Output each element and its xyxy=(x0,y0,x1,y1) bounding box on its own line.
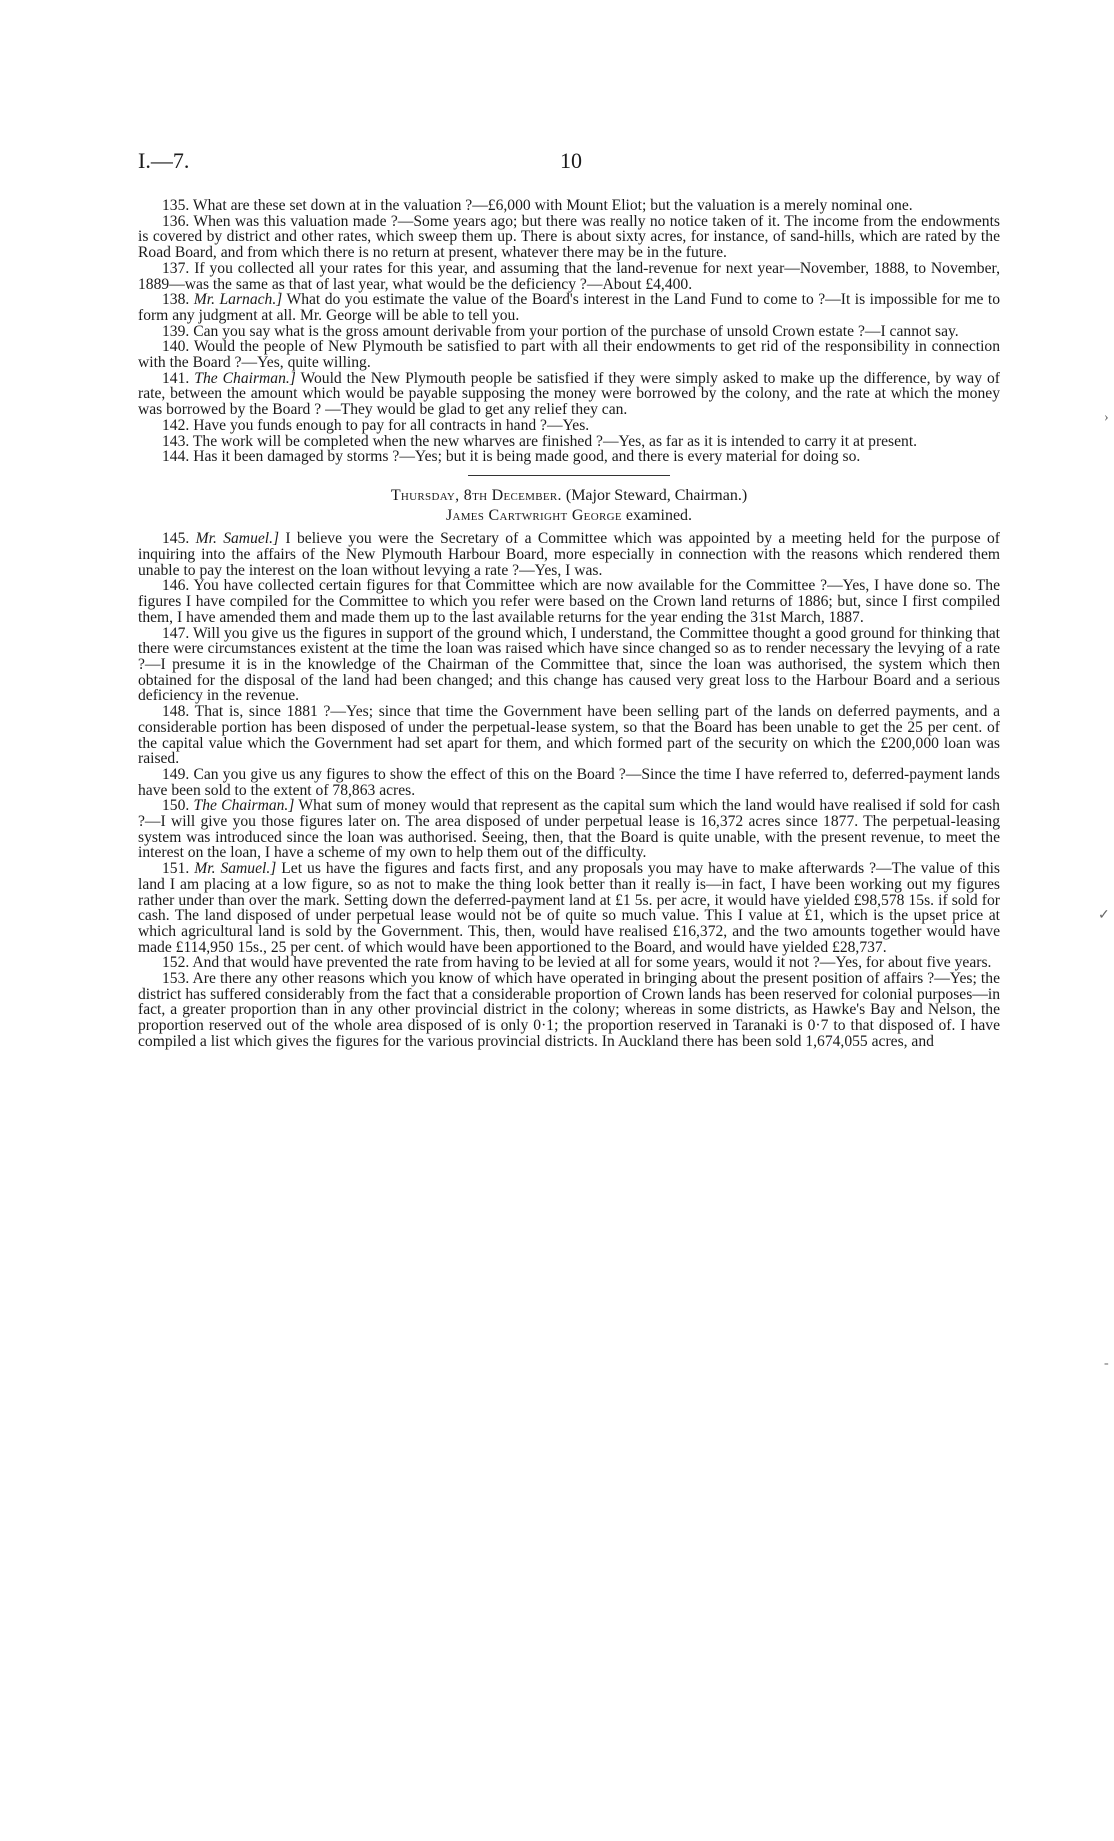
question-paragraph xyxy=(138,578,1000,625)
question-paragraph xyxy=(138,292,1000,323)
witness-heading xyxy=(138,508,1000,524)
paragraph-text: 146. You have collected certain figures for that Committee which are now available for the Committee ?—Yes, I have done so. The figures I have compiled for the Committee to which you refer were based on the Crown land returns of 1886; but, since I first compiled them, I have amended them and made them up to the last available returns for the year ending the 31st March, 1887. xyxy=(138,577,1000,626)
witness-name: James Cartwright George xyxy=(445,506,622,524)
question-paragraph xyxy=(138,339,1000,370)
question-paragraph xyxy=(138,971,1000,1050)
questions-after-session xyxy=(138,531,1000,1049)
page-header xyxy=(138,148,998,178)
margin-dash-icon: - xyxy=(1104,1356,1109,1371)
paragraph-text: What do you estimate the value of the Board's interest in the Land Fund to come to ?—It is impossible for me to form any judgment at all. Mr. George will be able to tell you. xyxy=(138,291,1000,324)
speaker-name: Mr. Samuel.] xyxy=(195,530,280,548)
paragraph-text: What sum of money would that represent as the capital sum which the land would have realised if sold for cash ?—I will give you those figures later on. The area disposed of under perpetual lease is 16,372 acres since 1877. The perpetual-leasing system was introduced since the loan was authorised. Seeing, then, that the Board is quite unable, with the present revenue, to meet the interest on the loan, I have a scheme of my own to help them out of the difficulty. xyxy=(138,797,1000,862)
question-paragraph xyxy=(138,198,1000,214)
margin-mark-icon: › xyxy=(1104,410,1109,425)
paragraph-text: 137. If you collected all your rates for this year, and assuming that the land-revenue for next year—November, 1888, to November, 1889—was the same as that of last year, what would be the deficiency ?—About £4,400. xyxy=(138,259,1000,293)
questions-before-session xyxy=(138,198,1000,465)
paragraph-text: 142. Have you funds enough to pay for all contracts in hand ?—Yes. xyxy=(162,416,590,434)
question-paragraph xyxy=(138,434,1000,450)
question-paragraph xyxy=(138,418,1000,434)
question-number: 145. xyxy=(162,530,190,548)
paragraph-text: I believe you were the Secretary of a Committee which was appointed by a meeting held for the purpose of inquiring into the affairs of the New Plymouth Harbour Board, more especially in connection with the reasons which rendered them unable to pay the interest on the loan without levying a rate ?—Yes, I was. xyxy=(138,530,1000,579)
witness-examined: examined. xyxy=(625,506,693,524)
speaker-name: The Chairman.] xyxy=(194,369,296,387)
question-number: 138. xyxy=(162,291,190,309)
paragraph-text: 153. Are there any other reasons which you know of which have operated in bringing about the present position of affairs ?—Yes; the district has suffered considerably from the fact that a considerable proportion of Crown lands has been reserved for colonial purposes—in fact, a greater proportion than in any other provincial district in the colony; whereas in some districts, as Hawke's Bay and Nelson, the proportion reserved out of the whole area disposed of is only 0·1; the proportion reserved in Taranaki is 0·7 to that disposed of. I have compiled a list which gives the figures for the various provincial districts. In Auckland there has been sold 1,674,055 acres, and xyxy=(138,970,1000,1050)
document-body xyxy=(138,198,1000,1050)
speaker-name: The Chairman.] xyxy=(193,797,295,815)
question-number: 150. xyxy=(162,797,190,815)
paragraph-text: 140. Would the people of New Plymouth be satisfied to part with all their endowments to get rid of the responsibility in connection with the Board ?—Yes, quite willing. xyxy=(138,338,1000,372)
question-number: 141. xyxy=(162,369,190,387)
question-paragraph xyxy=(138,324,1000,340)
session-heading xyxy=(138,488,1000,504)
speaker-name: Mr. Samuel.] xyxy=(194,860,277,878)
document-reference: I.—7. xyxy=(138,148,190,173)
paragraph-text: 152. And that would have prevented the rate from having to be levied at all for some years, would it not ?—Yes, for about five years. xyxy=(162,954,992,972)
paragraph-text: 144. Has it been damaged by storms ?—Yes; but it is being made good, and there is every material for doing so. xyxy=(162,448,861,466)
section-divider xyxy=(468,475,670,476)
paragraph-text: 147. Will you give us the figures in support of the ground which, I understand, the Committee thought a good ground for thinking that there were circumstances existent at the time the loan was raised which have since changed so as to render necessary the levying of a rate ?—I presume it is in the knowledge of the Chairman of the Committee that, since the loan was authorised, the system which then obtained for the disposal of the land had been changed; and this change has caused very great loss to the Harbour Board and a serious deficiency in the revenue. xyxy=(138,624,1000,705)
question-paragraph xyxy=(138,704,1000,767)
question-paragraph xyxy=(138,861,1000,955)
question-paragraph xyxy=(138,626,1000,705)
paragraph-text: Let us have the figures and facts first, and any proposals you may have to make afterwards ?—The value of this land I am placing at a low figure, so as not to make the thing look better than it really is—in fact, I have been working out my figures rather under than over the mark. Setting down the deferred-payment land at £1 5s. per acre, it would have yielded £98,578 15s. if sold for cash. The land disposed of under perpetual lease would not be of quite so much value. This I value at £1, which is the upset price at which agricultural land is sold by the Government. This, then, would have realised £16,372, and the two amounts together would have made £114,950 15s., 25 per cent. of which would have been apportioned to the Board, and would have yielded £28,737. xyxy=(138,860,1001,956)
session-chair: (Major Steward, Chairman.) xyxy=(565,486,748,504)
question-number: 151. xyxy=(162,860,190,878)
paragraph-text: 139. Can you say what is the gross amount derivable from your portion of the purchase of unsold Crown estate ?—I cannot say. xyxy=(162,322,959,340)
page-number: 10 xyxy=(560,148,582,173)
question-paragraph xyxy=(138,449,1000,465)
paragraph-text: 135. What are these set down at in the valuation ?—£6,000 with Mount Eliot; but the valuation is a merely nominal one. xyxy=(162,197,913,214)
paragraph-text: Would the New Plymouth people be satisfied if they were simply asked to make up the difference, by way of rate, between the amount which would be payable supposing the money were borrowed by the colony, and the rate at which the money was borrowed by the Board ? —They would be glad to get any relief they can. xyxy=(138,369,1000,419)
margin-tick-icon: ✓ xyxy=(1098,908,1110,923)
session-day-date: Thursday, 8th December. xyxy=(390,486,562,504)
speaker-name: Mr. Larnach.] xyxy=(193,291,283,309)
question-paragraph xyxy=(138,767,1000,798)
paragraph-text: 149. Can you give us any figures to show the effect of this on the Board ?—Since the time I have referred to, deferred-payment lands have been sold to the extent of 78,863 acres. xyxy=(138,765,1000,799)
question-paragraph xyxy=(138,798,1000,861)
paragraph-text: 143. The work will be completed when the new wharves are finished ?—Yes, as far as it is intended to carry it at present. xyxy=(162,432,918,450)
question-paragraph xyxy=(138,531,1000,578)
paragraph-text: 148. That is, since 1881 ?—Yes; since that time the Government have been selling part of the lands on deferred payments, and a considerable portion has been disposed of under the perpetual-lease system, so that the Board has been unable to get the 25 per cent. of the capital value which the Government had set apart for them, and which formed part of the security on which the £200,000 loan was raised. xyxy=(138,703,1000,768)
question-paragraph xyxy=(138,261,1000,292)
question-paragraph xyxy=(138,371,1000,418)
question-paragraph xyxy=(138,214,1000,261)
paragraph-text: 136. When was this valuation made ?—Some years ago; but there was really no notice taken of it. The income from the endowments is covered by district and other rates, which sweep them up. There is about sixty acres, for instance, of sand-hills, which are rated by the Road Board, and from which there is no return at present, whatever there may be in the future. xyxy=(138,212,1000,262)
question-paragraph xyxy=(138,955,1000,971)
